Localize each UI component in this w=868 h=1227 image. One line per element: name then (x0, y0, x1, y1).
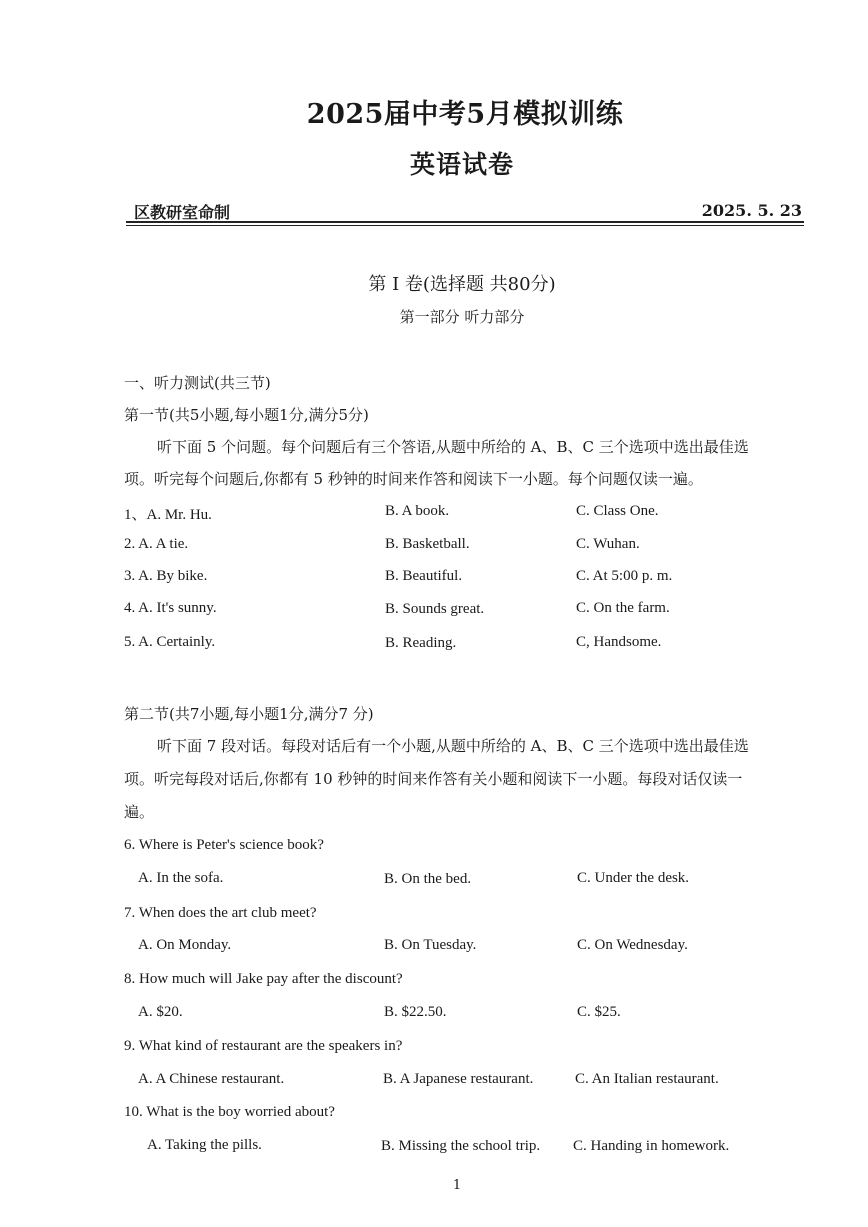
q7-option-a: A. On Monday. (138, 937, 232, 953)
q6-option-c: C. Under the desk. (577, 870, 690, 886)
q7-question: 7. When does the art club meet? (124, 905, 317, 921)
q2-option-b: B. Basketball. (385, 536, 470, 552)
section-main-heading: 一、听力测试(共三节) (124, 374, 271, 392)
q9-option-b: B. A Japanese restaurant. (383, 1071, 534, 1087)
q3-option-a: 3. A. By bike. (124, 568, 208, 584)
q1-option-a: 1、A. Mr. Hu. (124, 507, 212, 523)
q4-option-c: C. On the farm. (576, 600, 670, 616)
exam-date: 2025. 5. 23 (701, 201, 802, 220)
q10-option-c: C. Handing in homework. (573, 1138, 730, 1154)
q8-option-b: B. $22.50. (384, 1004, 447, 1020)
issuer: 区教研室命制 (134, 203, 231, 222)
q2-option-a: 2. A. A tie. (124, 536, 189, 552)
q8-option-a: A. $20. (138, 1004, 183, 1020)
exam-subtitle: 英语试卷 (409, 150, 514, 179)
q6-option-a: A. In the sofa. (138, 870, 224, 886)
section1-heading: 第一节(共5小题,每小题1分,满分5分) (124, 406, 369, 424)
q3-option-b: B. Beautiful. (385, 568, 463, 584)
q9-option-c: C. An Italian restaurant. (575, 1071, 719, 1087)
volume-subtitle: 第一部分 听力部分 (399, 308, 525, 326)
q1-option-b: B. A book. (385, 503, 450, 519)
section1-instruction-line1: 听下面 5 个问题。每个问题后有三个答语,从题中所给的 A、B、C 三个选项中选出最佳选 (157, 438, 749, 456)
volume-title: 第 Ⅰ 卷(选择题 共80分) (368, 274, 556, 295)
q9-option-a: A. A Chinese restaurant. (138, 1071, 285, 1087)
q5-option-a: 5. A. Certainly. (124, 634, 216, 650)
q8-option-c: C. $25. (577, 1004, 621, 1020)
q4-option-b: B. Sounds great. (385, 601, 485, 617)
section2-instruction-line2: 项。听完每段对话后,你都有 10 秒钟的时间来作答有关小题和阅读下一小题。每段对话仅读一 (124, 770, 743, 788)
q10-option-b: B. Missing the school trip. (381, 1138, 541, 1154)
q1-option-c: C. Class One. (576, 503, 659, 519)
section2-instruction-line1: 听下面 7 段对话。每段对话后有一个小题,从题中所给的 A、B、C 三个选项中选出最佳选 (157, 737, 749, 755)
q7-option-c: C. On Wednesday. (577, 937, 688, 953)
page-number: 1 (452, 1178, 462, 1193)
q5-option-c: C, Handsome. (576, 634, 662, 650)
q8-question: 8. How much will Jake pay after the discount? (124, 971, 403, 987)
q7-option-b: B. On Tuesday. (384, 937, 477, 953)
section1-instruction-line2: 项。听完每个问题后,你都有 5 秒钟的时间来作答和阅读下一小题。每个问题仅读一遍。 (124, 470, 703, 488)
section2-instruction-line3: 遍。 (124, 803, 155, 821)
q2-option-c: C. Wuhan. (576, 536, 640, 552)
q3-option-c: C. At 5:00 p. m. (576, 568, 673, 584)
q10-question: 10. What is the boy worried about? (124, 1104, 335, 1120)
q4-option-a: 4. A. It's sunny. (124, 600, 217, 616)
header-rule-thick (126, 221, 804, 223)
q6-question: 6. Where is Peter's science book? (124, 837, 324, 853)
q9-question: 9. What kind of restaurant are the speakers in? (124, 1038, 403, 1054)
q6-option-b: B. On the bed. (384, 871, 472, 887)
section2-heading: 第二节(共7小题,每小题1分,满分7 分) (124, 705, 374, 723)
exam-title: 2025届中考5月模拟训练 (306, 99, 624, 130)
q10-option-a: A. Taking the pills. (147, 1137, 262, 1153)
header-rule-thin (126, 225, 804, 226)
q5-option-b: B. Reading. (385, 635, 457, 651)
